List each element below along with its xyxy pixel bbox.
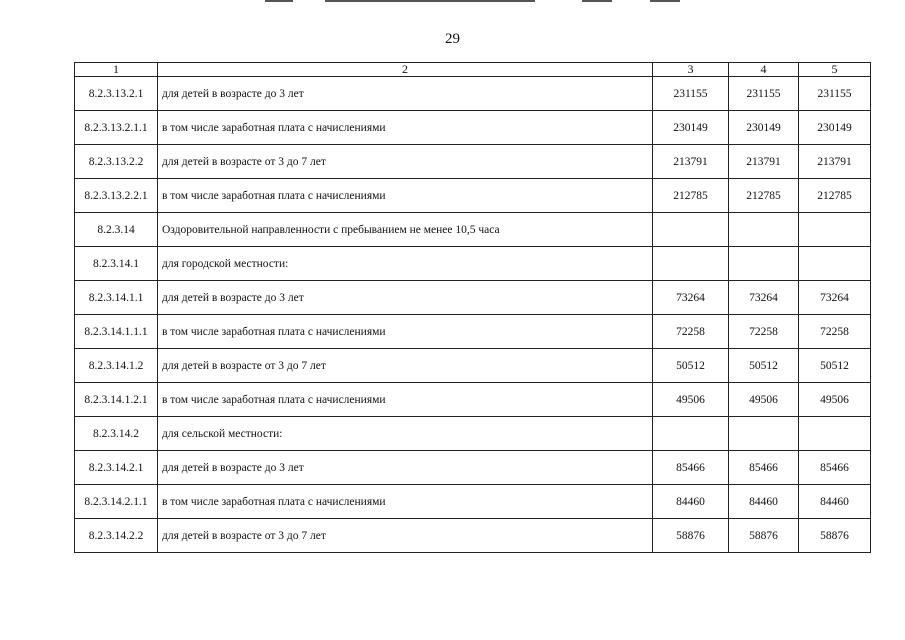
table-row (75, 179, 871, 213)
header-row (75, 63, 871, 77)
row-col3-value: 58876 (653, 519, 729, 553)
table-row (75, 247, 871, 281)
row-description-cell: в том числе заработная плата с начислениями (158, 111, 653, 145)
row-col5-value: 72258 (799, 315, 871, 349)
row-code-cell: 8.2.3.14.2.2 (75, 519, 158, 553)
row-description-cell: для детей в возрасте от 3 до 7 лет (158, 519, 653, 553)
table-row (75, 451, 871, 485)
row-col5-value (799, 213, 871, 247)
row-col5-value (799, 417, 871, 451)
row-description-cell: для детей в возрасте от 3 до 7 лет (158, 145, 653, 179)
row-description-cell: в том числе заработная плата с начислениями (158, 485, 653, 519)
row-code-cell: 8.2.3.14.1 (75, 247, 158, 281)
top-rule-3 (582, 0, 612, 2)
header-col-3: 3 (653, 63, 729, 77)
header-col-5: 5 (799, 63, 871, 77)
row-col5-value: 49506 (799, 383, 871, 417)
table-row (75, 485, 871, 519)
row-description-cell: в том числе заработная плата с начислениями (158, 315, 653, 349)
table-row (75, 349, 871, 383)
row-description-cell: в том числе заработная плата с начислениями (158, 179, 653, 213)
row-code-cell: 8.2.3.14.1.2 (75, 349, 158, 383)
table-row (75, 145, 871, 179)
row-col4-value: 58876 (729, 519, 799, 553)
table-row (75, 519, 871, 553)
row-col5-value: 84460 (799, 485, 871, 519)
table-row (75, 77, 871, 111)
top-rule-4 (650, 0, 680, 2)
page-number: 29 (445, 31, 460, 47)
row-col4-value: 230149 (729, 111, 799, 145)
row-col4-value: 212785 (729, 179, 799, 213)
row-col3-value: 212785 (653, 179, 729, 213)
row-col3-value: 230149 (653, 111, 729, 145)
row-description-cell: для детей в возрасте до 3 лет (158, 281, 653, 315)
row-description-cell: для городской местности: (158, 247, 653, 281)
row-code-cell: 8.2.3.14.1.2.1 (75, 383, 158, 417)
row-code-cell: 8.2.3.14.2.1.1 (75, 485, 158, 519)
header-col-2: 2 (158, 63, 653, 77)
row-description-cell: Оздоровительной направленности с пребыванием не менее 10,5 часа (158, 213, 653, 247)
row-col3-value: 84460 (653, 485, 729, 519)
row-col5-value: 50512 (799, 349, 871, 383)
row-code-cell: 8.2.3.13.2.2 (75, 145, 158, 179)
row-col3-value: 50512 (653, 349, 729, 383)
row-code-cell: 8.2.3.14.2 (75, 417, 158, 451)
row-col4-value: 231155 (729, 77, 799, 111)
tariff-table (74, 62, 871, 553)
row-code-cell: 8.2.3.13.2.2.1 (75, 179, 158, 213)
row-col4-value: 49506 (729, 383, 799, 417)
header-col-4: 4 (729, 63, 799, 77)
top-rule-2 (325, 0, 535, 2)
row-description-cell: для детей в возрасте от 3 до 7 лет (158, 349, 653, 383)
row-col4-value: 50512 (729, 349, 799, 383)
row-description-cell: для детей в возрасте до 3 лет (158, 77, 653, 111)
row-code-cell: 8.2.3.14.1.1.1 (75, 315, 158, 349)
header-col-1: 1 (75, 63, 158, 77)
row-col3-value (653, 213, 729, 247)
row-code-cell: 8.2.3.13.2.1 (75, 77, 158, 111)
table-row (75, 213, 871, 247)
row-code-cell: 8.2.3.14.2.1 (75, 451, 158, 485)
row-col3-value (653, 417, 729, 451)
table-row (75, 315, 871, 349)
row-col4-value (729, 247, 799, 281)
row-code-cell: 8.2.3.13.2.1.1 (75, 111, 158, 145)
row-col3-value (653, 247, 729, 281)
table-row (75, 383, 871, 417)
row-col4-value: 84460 (729, 485, 799, 519)
row-col4-value (729, 213, 799, 247)
row-description-cell: для детей в возрасте до 3 лет (158, 451, 653, 485)
row-col5-value: 58876 (799, 519, 871, 553)
row-col5-value: 213791 (799, 145, 871, 179)
row-code-cell: 8.2.3.14 (75, 213, 158, 247)
table-row (75, 111, 871, 145)
row-col3-value: 213791 (653, 145, 729, 179)
row-col4-value: 85466 (729, 451, 799, 485)
row-code-cell: 8.2.3.14.1.1 (75, 281, 158, 315)
row-col4-value: 213791 (729, 145, 799, 179)
row-col5-value: 230149 (799, 111, 871, 145)
table-row (75, 417, 871, 451)
row-col3-value: 73264 (653, 281, 729, 315)
row-col5-value: 231155 (799, 77, 871, 111)
row-col5-value: 73264 (799, 281, 871, 315)
row-col4-value: 73264 (729, 281, 799, 315)
row-description-cell: в том числе заработная плата с начислениями (158, 383, 653, 417)
row-col3-value: 49506 (653, 383, 729, 417)
row-col5-value: 85466 (799, 451, 871, 485)
row-col4-value: 72258 (729, 315, 799, 349)
row-description-cell: для сельской местности: (158, 417, 653, 451)
row-col4-value (729, 417, 799, 451)
row-col3-value: 72258 (653, 315, 729, 349)
row-col3-value: 231155 (653, 77, 729, 111)
row-col5-value (799, 247, 871, 281)
row-col5-value: 212785 (799, 179, 871, 213)
row-col3-value: 85466 (653, 451, 729, 485)
table-row (75, 281, 871, 315)
top-rule-1 (265, 0, 293, 2)
